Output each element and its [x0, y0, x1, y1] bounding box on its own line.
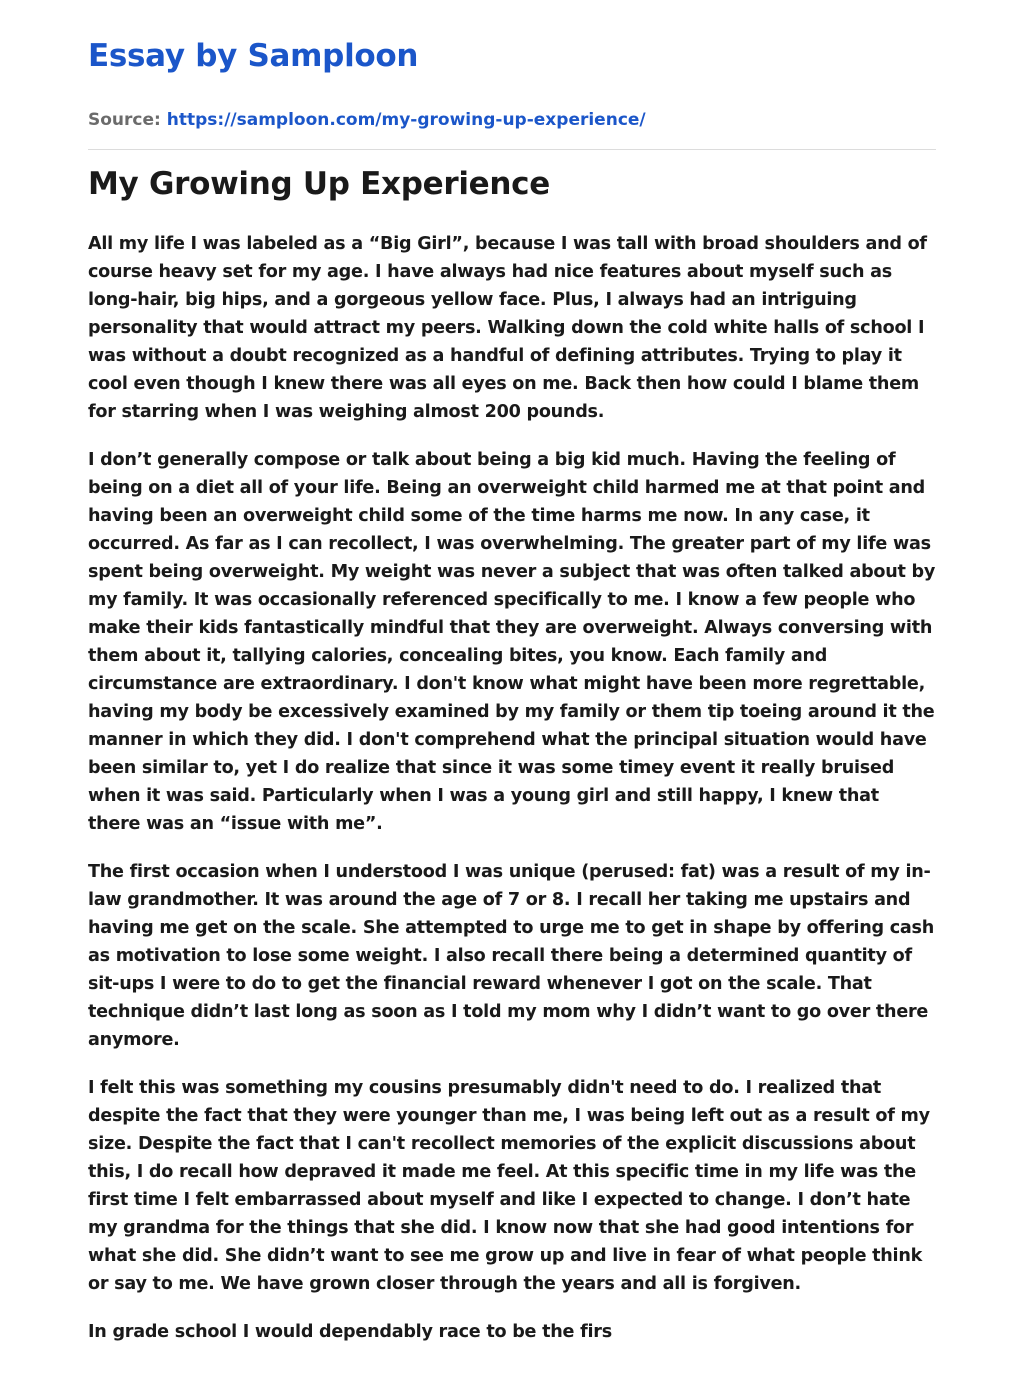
essay-paragraph: I don’t generally compose or talk about being a big kid much. Having the feeling of being on a diet all of your life. Being an overweight child harmed me at that point and having been an overweight child some of the time harms me now. In any case, it occurred. As far as I can recollect, I was overwhelming. The greater part of my life was spent being overweight. My weight was never a subject that was often talked about by my family. It was occasionally referenced specifically to me. I know a few people who make their kids fantastically mindful that they are overweight. Always conversing with them about it, tallying calories, concealing bites, you know. Each family and circumstance are extraordinary. I don't know what might have been more regrettable, having my body be excessively examined by my family or them tip toeing around it the manner in which they did. I don't comprehend what the principal situation would have been similar to, yet I do realize that since it was some timey event it really bruised when it was said. Particularly when I was a young girl and still happy, I knew that there was an “issue with me”.	[88, 450, 936, 834]
essay-paragraph: In grade school I would dependably race to be the firs	[88, 1322, 612, 1342]
source-label: Source:	[88, 110, 161, 130]
essay-title: My Growing Up Experience	[88, 166, 550, 202]
document-page	[88, 0, 936, 1366]
source-link[interactable]: https://samploon.com/my-growing-up-experience/	[166, 110, 646, 130]
essay-paragraph: All my life I was labeled as a “Big Girl”, because I was tall with broad shoulders and of course heavy set for my age. I have always had nice features about myself such as long-hair, big hips, and a gorgeous yellow face. Plus, I always had an intriguing personality that would attract my peers. Walking down the cold white halls of school I was without a doubt recognized as a handful of defining attributes. Trying to play it cool even though I knew there was all eyes on me. Back then how could I blame them for starring when I was weighing almost 200 pounds.	[88, 234, 927, 422]
essay-paragraph: The first occasion when I understood I was unique (perused: fat) was a result of my in-law grandmother. It was around the age of 7 or 8. I recall her taking me upstairs and having me get on the scale. She attempted to urge me to get in shape by offering cash as motivation to lose some weight. I also recall there being a determined quantity of sit-ups I were to do to get the financial reward whenever I got on the scale. That technique didn’t last long as soon as I told my mom why I didn’t want to go over there anymore.	[88, 862, 935, 1050]
essay-body	[88, 230, 936, 1346]
source-line	[88, 108, 936, 132]
divider	[88, 149, 936, 150]
site-brand: Essay by Samploon	[88, 38, 419, 74]
essay-paragraph: I felt this was something my cousins presumably didn't need to do. I realized that despite the fact that they were younger than me, I was being left out as a result of my size. Despite the fact that I can't recollect memories of the explicit discussions about this, I do recall how depraved it made me feel. At this specific time in my life was the first time I felt embarrassed about myself and like I expected to change. I don’t hate my grandma for the things that she did. I know now that she had good intentions for what she did. She didn’t want to see me grow up and live in fear of what people think or say to me. We have grown closer through the years and all is forgiven.	[88, 1078, 930, 1294]
